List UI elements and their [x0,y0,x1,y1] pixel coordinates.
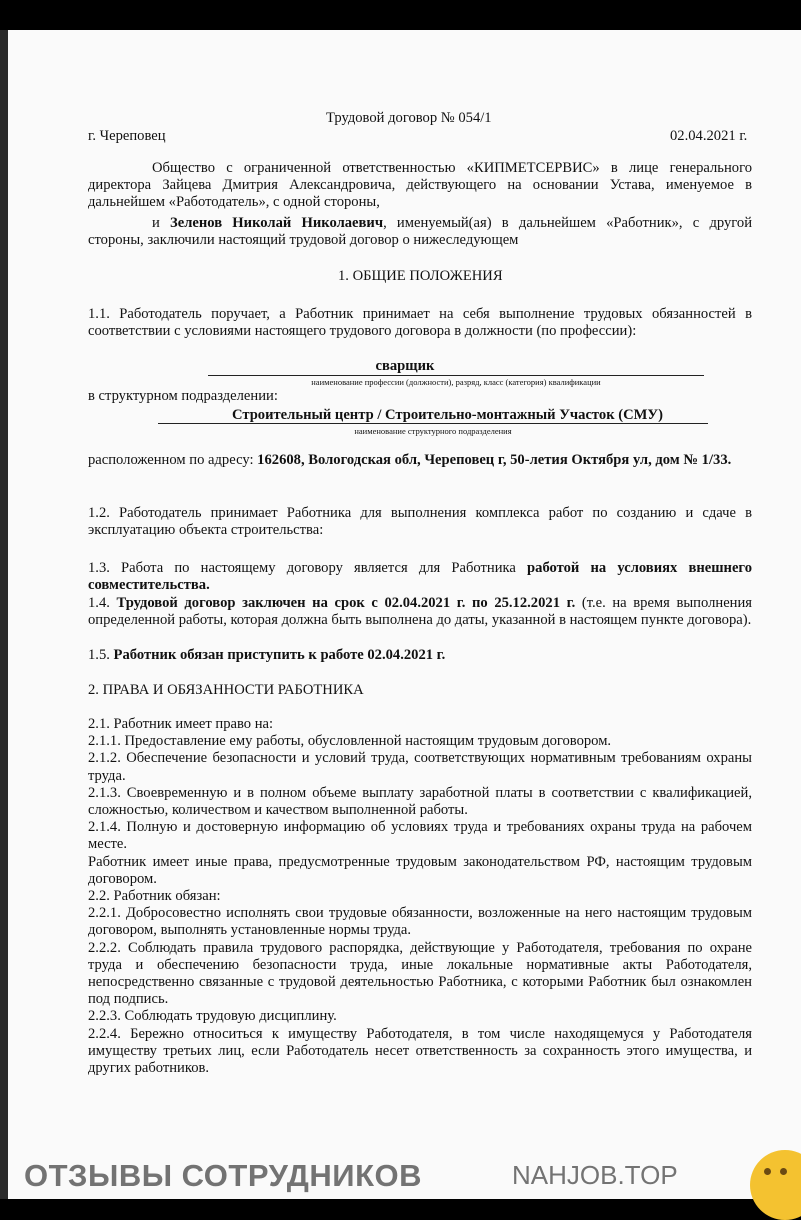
intro-paragraph-2 [88,215,752,249]
clause-1-2: 1.2. Работодатель принимает Работника для выполнения комплекса работ по созданию и сдаче в эксплуатацию объекта строительства: [88,505,752,539]
clause-1-5-bold: Работник обязан приступить к работе 02.04.2021 г. [113,647,446,663]
clause-2-1-3: 2.1.3. Своевременную и в полном объеме выплату заработной платы в соответствии с квалификацией, сложностью, количеством и качеством выполненной работы. [88,784,752,819]
clause-2-1-4: 2.1.4. Полную и достоверную информацию об условиях труда и требованиях охраны труда на рабочем месте. [88,819,752,853]
clause-1-1: 1.1. Работодатель поручает, а Работник принимает на себя выполнение трудовых обязанностей в соответствии с условиями настоящего трудового договора в должности (по профессии): [88,306,752,340]
clause-1-4-rest: (т.е. на время выполнения определенной работы, которая должна быть выполнена до даты, указанной в настоящем пункте договора). [88,595,753,629]
clauses-2 [88,716,752,1077]
intro-paragraph-1: Общество с ограниченной ответственностью «КИПМЕТСЕРВИС» в лице генерального директора Зайцева Дмитрия Александровича, действующего на основании Устава, именуемое в дальнейшем «Работодатель», с одной стороны, [88,160,752,211]
document-page [0,30,801,1199]
clause-2-1: 2.1. Работник имеет право на: [88,716,274,732]
section-2-title: 2. ПРАВА И ОБЯЗАННОСТИ РАБОТНИКА [88,682,364,698]
position-value: сварщик [375,358,435,374]
clause-2-1-1: 2.1.1. Предоставление ему работы, обусловленной настоящим трудовым договором. [88,733,612,750]
position-caption: наименование профессии (должности), разряд, класс (категория) квалификации [311,377,601,387]
employee-name: Зеленов Николай Николаевич [170,215,384,231]
clause-1-3 [88,560,752,594]
city: г. Череповец [88,128,166,144]
clause-1-4-bold: Трудовой договор заключен на срок с 02.04.2021 г. по 25.12.2021 г. [116,595,576,611]
clause-1-3-bold: работой на условиях внешнего совместительства. [88,560,752,594]
address-label: расположенном по адресу: [88,452,258,468]
clause-2-2-1: 2.2.1. Добросовестно исполнять свои трудовые обязанности, возложенные на него настоящим трудовым договором, выполнять установленные нормы труда. [88,905,752,939]
clause-1-5 [88,647,752,664]
division-caption: наименование структурного подразделения [354,426,512,436]
clause-2-1-2: 2.1.2. Обеспечение безопасности и условий труда, соответствующих нормативным требованиям охраны труда. [88,750,752,784]
intro2-prefix: и [152,215,160,231]
watermark-right: NAHJOB.TOP [512,1160,678,1190]
watermark-left: ОТЗЫВЫ СОТРУДНИКОВ [24,1158,422,1193]
division-label: в структурном подразделении: [88,388,278,404]
clause-2-2-2: 2.2.2. Соблюдать правила трудового распорядка, действующие у Работодателя, требования по охране труда и обеспечению безопасности труда, иные локальные нормативные акты Работодателя, непосредственно связанные с трудовой деятельностью Работника, с которыми Работник был ознакомлен под подпись. [88,939,752,1008]
clause-2-other-rights: Работник имеет иные права, предусмотренные трудовым законодательством РФ, настоящим трудовым договором. [88,853,752,887]
clause-2-2-3: 2.2.3. Соблюдать трудовую дисциплину. [88,1008,337,1025]
clause-1-5-num: 1.5. [88,647,114,663]
clause-1-4 [88,595,752,629]
position-underline [208,375,704,376]
document-title: Трудовой договор № 054/1 [326,110,492,126]
document-date: 02.04.2021 г. [670,128,748,144]
clause-1-4-num: 1.4. [88,595,117,611]
address-value: 162608, Вологодская обл, Череповец г, 50-летия Октября ул, дом № 1/33. [257,452,732,468]
watermark-bar [0,1150,801,1199]
clause-1-3-text: 1.3. Работа по настоящему договору является для Работника [88,560,528,576]
section-1-title: 1. ОБЩИЕ ПОЛОЖЕНИЯ [338,268,503,284]
intro2-rest: , именуемый(ая) в дальнейшем «Работник», с другой стороны, заключили настоящий трудовой договор о нижеследующем [88,215,753,249]
address-paragraph [88,452,752,469]
division-value: Строительный центр / Строительно-монтажный Участок (СМУ) [232,407,663,423]
clause-2-2: 2.2. Работник обязан: [88,888,221,905]
division-underline [158,423,708,424]
clause-2-2-4: 2.2.4. Бережно относиться к имуществу Работодателя, в том числе находящемуся у Работодателя имуществу третьих лиц, если Работодатель несет ответственность за сохранность этого имущества, и других работников. [88,1025,752,1077]
